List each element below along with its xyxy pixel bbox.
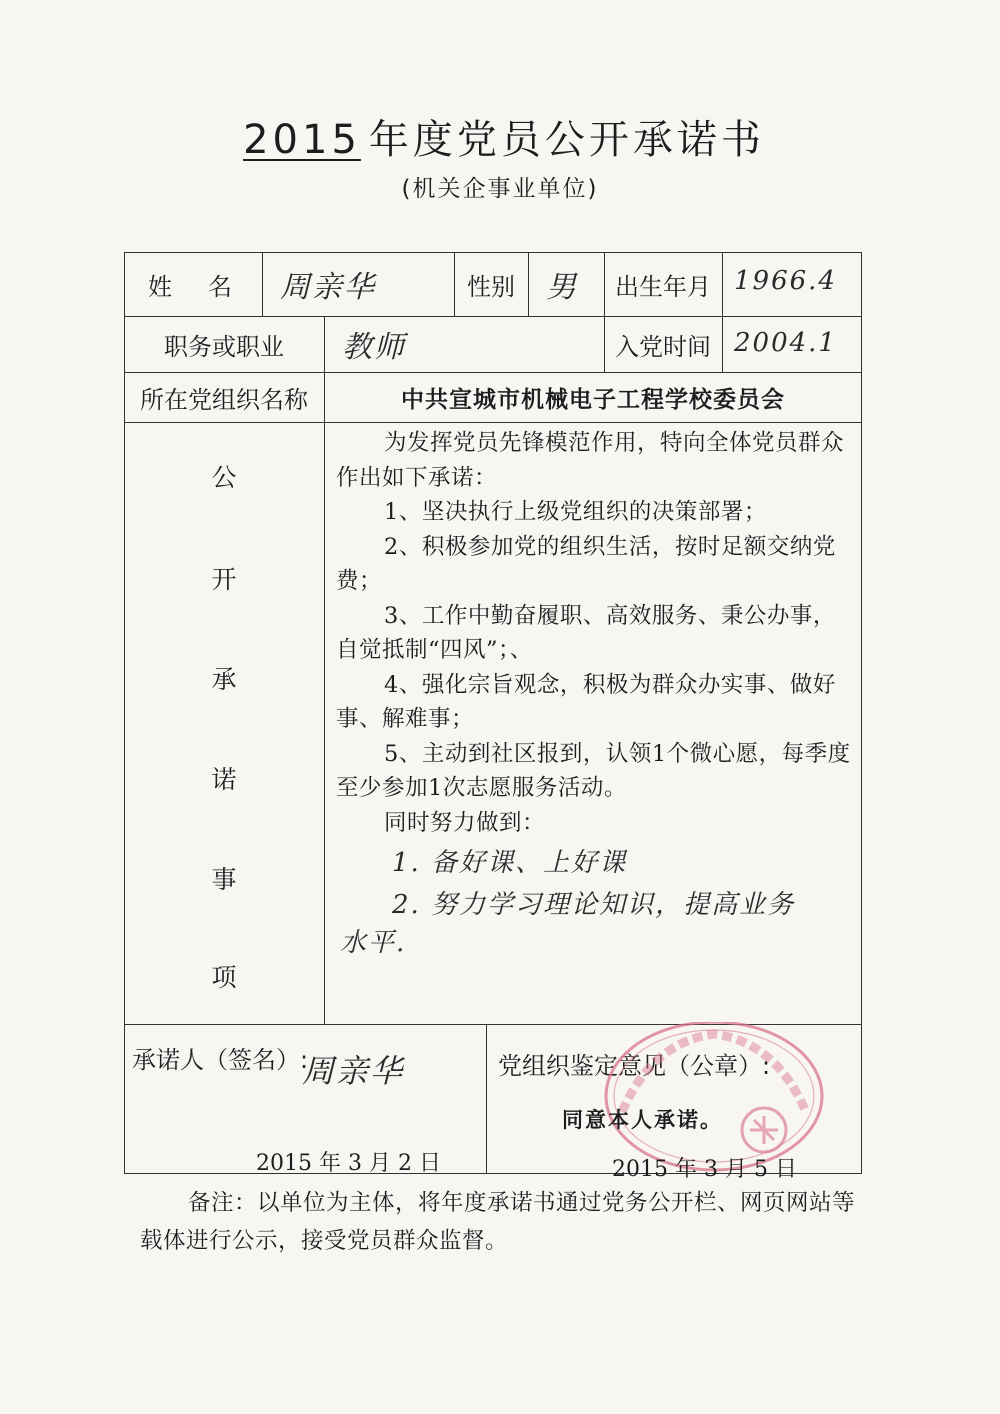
handwritten-line: 2. 努力学习理论知识，提高业务 xyxy=(392,890,796,920)
signer-signature: 周亲华 xyxy=(302,1052,405,1090)
name-label: 姓 名 xyxy=(148,272,238,301)
org-opinion-text: 同意本人承诺。 xyxy=(562,1107,723,1132)
table-rule xyxy=(262,252,263,316)
commitment-item: 3、工作中勤奋履职、高效服务、秉公办事，自觉抵制“四风”；、 xyxy=(336,602,836,663)
gender-value: 男 xyxy=(546,270,578,305)
job-value: 教师 xyxy=(342,330,406,365)
commitment-body xyxy=(336,426,856,840)
commitment-also-label: 同时努力做到： xyxy=(384,809,546,836)
footnote-text: 备注：以单位为主体，将年度承诺书通过党务公开栏、网页网站等载体进行公示，接受党员群众监督。 xyxy=(140,1190,856,1254)
footnote xyxy=(140,1184,860,1260)
commitment-section-char: 事 xyxy=(211,865,237,894)
commitment-intro: 为发挥党员先锋模范作用，特向全体党员群众作出如下承诺： xyxy=(336,430,845,491)
org-date: 2015 年 3 月 5 日 xyxy=(612,1157,797,1182)
join-value: 2004.1 xyxy=(734,328,837,358)
commitment-item: 5、主动到社区报到，认领1个微心愿，每季度至少参加1次志愿服务活动。 xyxy=(336,740,851,801)
commitment-section-char: 公 xyxy=(211,463,237,492)
document-subtitle: (机关企事业单位) xyxy=(401,176,599,202)
title-text: 年度党员公开承诺书 xyxy=(368,117,765,163)
commitment-item: 4、强化宗旨观念，积极为群众办实事、做好事、解难事； xyxy=(336,671,836,732)
document-title xyxy=(0,108,1000,165)
org-label: 所在党组织名称 xyxy=(140,385,308,414)
table-rule xyxy=(324,316,325,1024)
commitment-item: 2、积极参加党的组织生活，按时足额交纳党费； xyxy=(336,533,836,594)
handwritten-line: 水平. xyxy=(340,928,407,958)
name-value: 周亲华 xyxy=(280,270,376,305)
org-opinion-label: 党组织鉴定意见（公章）: xyxy=(498,1052,771,1080)
gender-label: 性别 xyxy=(467,272,515,301)
signer-date: 2015 年 3 月 2 日 xyxy=(256,1151,441,1176)
table-rule xyxy=(124,422,862,423)
commitment-section-char: 承 xyxy=(211,665,237,694)
commitment-item: 1、坚决执行上级党组织的决策部署； xyxy=(384,499,767,525)
commitment-section-char: 项 xyxy=(211,963,237,992)
table-rule xyxy=(528,252,529,316)
birth-value: 1966.4 xyxy=(734,266,837,296)
commitment-section-char: 诺 xyxy=(211,765,237,794)
join-label: 入党时间 xyxy=(615,332,711,361)
signer-label: 承诺人（签名）: xyxy=(132,1046,309,1074)
handwritten-line: 1. 备好课、上好课 xyxy=(392,848,628,878)
table-rule xyxy=(722,252,723,372)
title-year: 2015 xyxy=(243,117,361,163)
job-label: 职务或职业 xyxy=(164,332,284,361)
commitment-section-char: 开 xyxy=(211,565,237,594)
birth-label: 出生年月 xyxy=(615,272,711,301)
org-value: 中共宣城市机械电子工程学校委员会 xyxy=(401,386,785,413)
table-rule xyxy=(486,1024,487,1174)
